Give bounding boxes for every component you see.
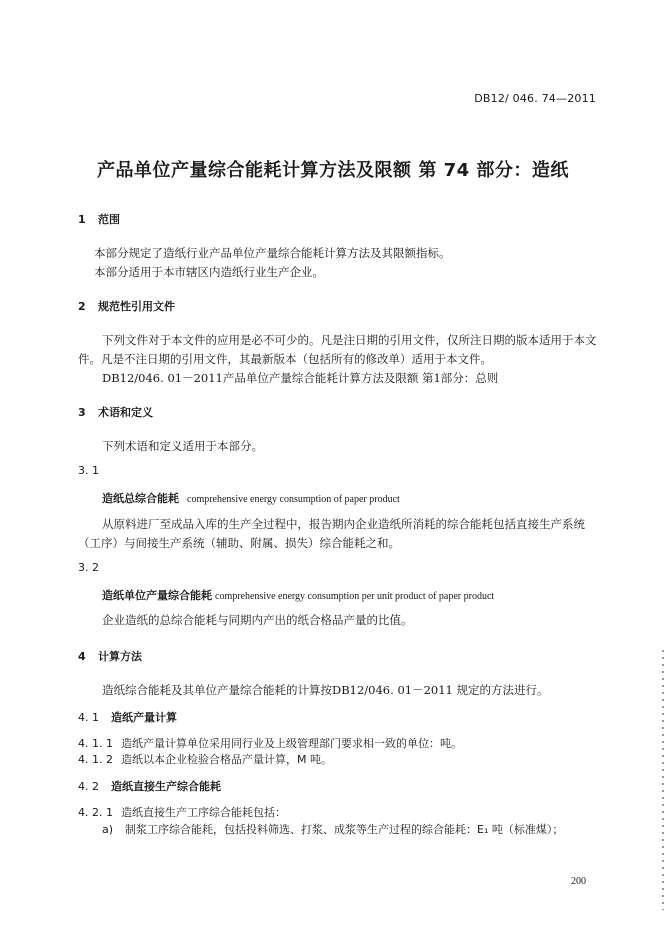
paragraph: 下列文件对于本文件的应用是必不可少的。凡是注日期的引用文件，仅所注日期的版本适用于本文 (102, 333, 597, 347)
subsection-4-2-heading (78, 778, 221, 794)
section-title: 规范性引用文件 (98, 300, 175, 313)
paragraph: 造纸综合能耗及其单位产量综合能耗的计算按DB12/046. 01－2011 规定的方法进行。 (102, 683, 549, 697)
term-number: 3. 1 (78, 464, 99, 477)
term-definition: 从原料进厂至成品入库的生产全过程中，报告期内企业造纸所消耗的综合能耗包括直接生产系统 (102, 517, 585, 531)
section-4-heading (78, 648, 142, 664)
section-3-heading (78, 404, 153, 420)
list-item-text: 制浆工序综合能耗，包括投料筛选、打浆、成浆等生产过程的综合能耗：E₁ 吨（标准煤）； (125, 823, 564, 836)
subsection-title: 造纸产量计算 (111, 711, 177, 724)
section-2-heading (78, 298, 175, 314)
clause-number: 4. 1. 1 (78, 737, 113, 750)
document-title: 产品单位产量综合能耗计算方法及限额 第 74 部分：造纸 (97, 160, 569, 181)
clause-text: 造纸产量计算单位采用同行业及上级管理部门要求相一致的单位：吨。 (120, 737, 462, 750)
subsection-4-1-heading (78, 709, 177, 725)
clause-4-1-1 (78, 735, 462, 751)
clause-text: 造纸以本企业检验合格品产量计算，M 吨。 (120, 753, 332, 766)
section-number: 3 (78, 406, 86, 419)
section-title: 范围 (98, 213, 120, 226)
section-number: 4 (78, 650, 86, 663)
section-1-heading (78, 211, 120, 227)
term-definition: 企业造纸的总综合能耗与同期内产出的纸合格品产量的比值。 (102, 613, 413, 627)
subsection-number: 4. 1 (78, 711, 99, 724)
term-english: comprehensive energy consumption per unit product of paper product (215, 591, 495, 602)
paragraph: 件。凡是不注日期的引用文件，其最新版本（包括所有的修改单）适用于本文件。 (78, 352, 492, 366)
subsection-title: 造纸直接生产综合能耗 (111, 780, 221, 793)
section-number: 2 (78, 300, 86, 313)
section-title: 计算方法 (98, 650, 142, 663)
clause-number: 4. 2. 1 (78, 806, 113, 819)
term-entry (102, 587, 494, 603)
term-english: comprehensive energy consumption of paper product (187, 494, 400, 505)
term-number: 3. 2 (78, 561, 99, 574)
reference-item: DB12/046. 01－2011产品单位产量综合能耗计算方法及限额 第1部分：总则 (102, 371, 499, 385)
document-code: DB12/ 046. 74—2011 (474, 92, 596, 105)
clause-4-2-1 (78, 804, 286, 820)
scan-edge-dots (662, 650, 664, 910)
list-item-a (102, 821, 563, 837)
subsection-number: 4. 2 (78, 780, 99, 793)
term-definition: （工序）与间接生产系统（辅助、附属、损失）综合能耗之和。 (78, 536, 400, 550)
paragraph: 本部分规定了造纸行业产品单位产量综合能耗计算方法及其限额指标。 (94, 246, 451, 260)
list-item-label: a) (102, 823, 114, 836)
clause-number: 4. 1. 2 (78, 753, 113, 766)
term-chinese: 造纸单位产量综合能耗 (102, 589, 212, 602)
clause-text: 造纸直接生产工序综合能耗包括： (120, 806, 286, 819)
paragraph: 本部分适用于本市辖区内造纸行业生产企业。 (94, 265, 324, 279)
page-number: 200 (571, 876, 586, 887)
clause-4-1-2 (78, 751, 332, 767)
term-chinese: 造纸总综合能耗 (102, 492, 179, 505)
section-title: 术语和定义 (98, 406, 153, 419)
term-entry (102, 490, 400, 506)
section-number: 1 (78, 213, 86, 226)
paragraph: 下列术语和定义适用于本部分。 (102, 439, 263, 453)
